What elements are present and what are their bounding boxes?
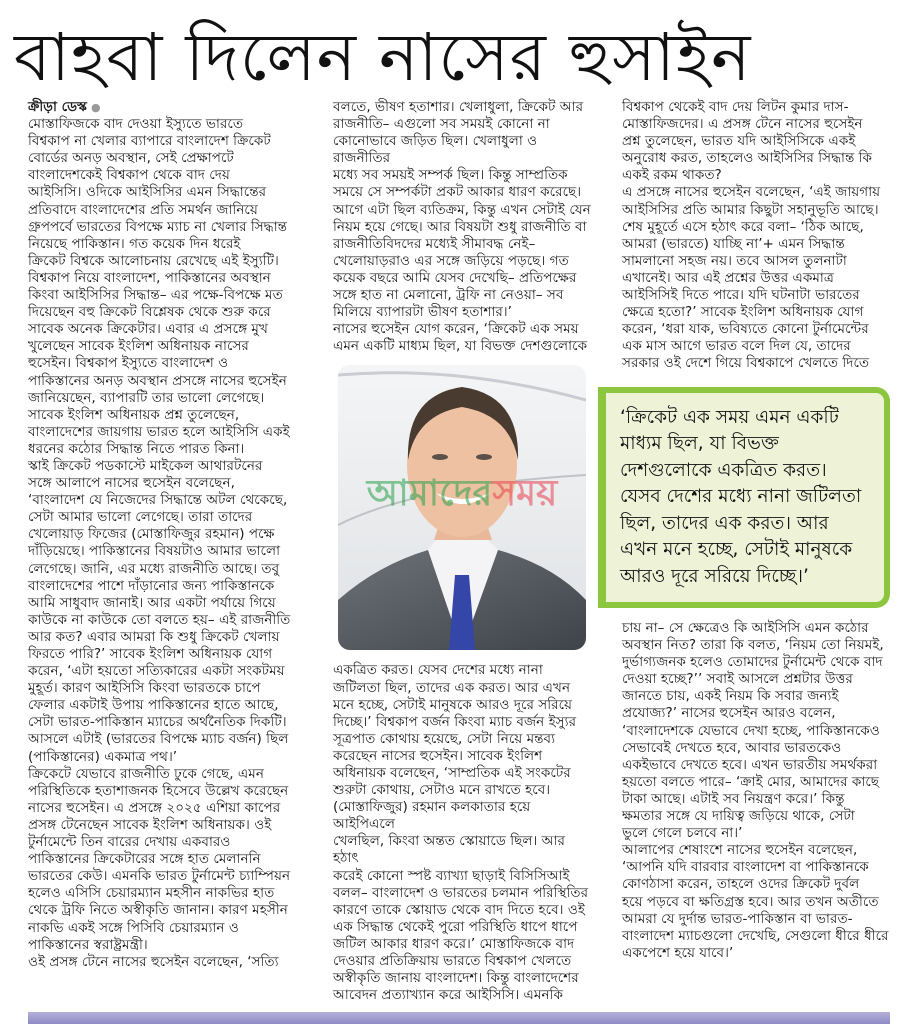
text-line: ক্রিকেট বিশ্বকে আলোচনায় রেখেছে এই ইস্যুটি। <box>28 252 279 269</box>
text-line: হয়ে পড়বে বা ক্ষতিগ্রস্ত হবে। আর তখন অতীতে <box>622 893 879 910</box>
text-line: কারণে তাকে স্কোয়াড থেকে বাদ দিতে হবে। ওই <box>333 901 585 918</box>
text-line: দিচ্ছে।’ বিশ্বকাপ বর্জন কিংবা ম্যাচ বর্জন ইস্যুর <box>333 713 577 730</box>
text-line: জটিল আকার ধারণ করে।’ মোস্তাফিজকে বাদ <box>333 935 575 952</box>
text-line: সূত্রপাত কোথায় হয়েছে, সেটা নিয়ে মন্তব্য <box>333 730 556 747</box>
byline-dot-icon: ● <box>90 101 101 114</box>
text-line: খুলেছেন সাবেক ইংলিশ অধিনায়ক নাসের <box>28 338 249 355</box>
watermark-logo <box>338 472 586 516</box>
text-line: অবস্থান নিত? তারা কি বলত, ‘নিয়ম তো নিয়মই, <box>622 637 884 654</box>
text-line: জটিলতা ছিল, তাদের এক করত। আর এখন <box>333 679 571 696</box>
text-line: পরিস্থিতিকে হতাশাজনক হিসেবে উল্লেখ করেছেন <box>28 782 289 799</box>
text-line: সঙ্গে আলাপে নাসের হুসেইন বলেছেন, <box>28 475 235 492</box>
text-line: আবেদন প্রত্যাখ্যান করে আইসিসি। এমনকি <box>333 987 563 1004</box>
text-line: বলতে, ভীষণ হতাশার। খেলাধুলা, ক্রিকেট আর <box>333 99 584 115</box>
text-line: থেকে ট্রফি নিতে অস্বীকৃতি জানান। কারণ মহসীন <box>28 902 288 919</box>
text-line: বোর্ডের অনড় অবস্থান, সেই প্রেক্ষাপটে <box>28 150 234 167</box>
text-line: করেছেন নাসের হুসেইন। সাবেক ইংলিশ <box>333 747 543 764</box>
text-line: দেওয়া হচ্ছে?’’ সবাই আসলে প্রশ্নটার উত্তর <box>622 671 853 688</box>
text-line: জানতে চায়, একই নিয়ম কি সবার জন্যই <box>622 688 839 705</box>
text-line: ধরনের কঠোর সিদ্ধান্ত নিতে পারত কিনা। <box>28 440 245 457</box>
watermark-part2: সময় <box>492 473 558 515</box>
watermark-part1: আমাদের <box>366 473 493 515</box>
text-line: আগে এটা ছিল ব্যতিক্রম, কিন্তু এখন সেটাই যেন <box>333 201 591 218</box>
text-line: একপেশে হয়ে যাবে।’ <box>622 944 734 961</box>
text-line: প্রতিবাদে বাংলাদেশের প্রতি সমর্থন জানিয়ে <box>28 201 258 218</box>
text-line: বাংলাদেশকেই বিশ্বকাপ থেকে বাদ দেয় <box>28 167 230 184</box>
text-line: পাকিস্তানের ক্রিকেটারের সঙ্গে হাত মেলাননি <box>28 851 261 868</box>
text-line: চায় না– সে ক্ষেত্রেও কি আইসিসি এমন কঠোর <box>622 620 869 636</box>
text-line: জানিয়েছেন, ব্যাপারটি তার ভালো লেগেছে। <box>28 389 265 406</box>
text-line: দাঁড়িয়েছে। পাকিস্তানের বিষয়টাও আমার ভালো <box>28 543 281 560</box>
text-line: ‘বাংলাদেশ যে নিজেদের সিদ্ধান্তে অটল থেকেছে, <box>28 492 288 509</box>
text-line: নিয়েছে পাকিস্তান। গত কয়েক দিন ধরেই <box>28 235 241 252</box>
article-column-2-top <box>333 99 591 355</box>
text-line: আর কত? এবার আমরা কি শুধু ক্রিকেট খেলায় <box>28 628 280 645</box>
text-line: শেষ মুহূর্তে এসে হঠাৎ করে বলা– ‘ঠিক আছে, <box>622 218 864 235</box>
article-column-3-bottom <box>598 620 890 962</box>
text-line: ক্রিকেটে যেভাবে রাজনীতি ঢুকে গেছে, এমন <box>28 765 264 782</box>
text-line: টাকা আছে। এটাই সব নিয়ন্ত্রণ করে।’ কিন্তু <box>622 790 845 807</box>
text-line: ‘বাংলাদেশকে যেভাবে দেখা হচ্ছে, পাকিস্তানকেও <box>622 722 880 739</box>
text-line: এখন মনে হচ্ছে, সেটাই মানুষকে <box>620 539 853 560</box>
text-line: সময়ে সে সম্পর্কটা প্রকট আকার ধারণ করেছে। <box>333 184 582 201</box>
text-line: ভুলে গেলে চলবে না।’ <box>622 825 743 842</box>
text-line: হলেও এসিসি চেয়ারম্যান মহসীন নাকভির হাত <box>28 885 275 902</box>
article-column-3-top <box>598 99 890 373</box>
text-line: বাংলাদেশের পাশে দাঁড়ানোর জন্য পাকিস্তানকে <box>28 577 275 594</box>
text-line: বাংলাদেশের জায়গায় ভারত হলে আইসিসি একই <box>28 423 290 440</box>
text-line: হুসেইন। বিশ্বকাপ ইস্যুতে বাংলাদেশ ও <box>28 355 229 372</box>
page-bottom-rule <box>28 1012 890 1024</box>
text-line: সাবেক অনেক ক্রিকেটার। এবার এ প্রসঙ্গে মুখ <box>28 321 268 338</box>
text-line: প্রসঙ্গ টেনেছেন সাবেক ইংলিশ অধিনায়ক। ওই <box>28 816 272 833</box>
text-line: নাসের হুসেইন যোগ করেন, ‘ক্রিকেট এক সময় <box>333 321 579 338</box>
text-line: আইসিসিই দিতে পারে। যদি ঘটনাটা ভারতের <box>622 287 860 304</box>
pull-quote <box>620 405 876 591</box>
text-line: মোস্তাফিজদের। এ প্রসঙ্গ টেনে নাসের হুসেইন <box>622 116 863 133</box>
text-line: হয়তো বলতে পারে– ‘ক্রাই মোর, আমাদের কাছে <box>622 773 880 790</box>
text-line: ফেলার একটাই উপায় পাকিস্তানের হাতে আছে, <box>28 697 279 714</box>
text-line: অস্বীকৃতি জানায় বাংলাদেশ। কিন্তু বাংলাদেশের <box>333 970 579 987</box>
text-line: টুর্নামেন্টে তিন বারের দেখায় একবারও <box>28 834 231 851</box>
text-line: বাংলাদেশ ম্যাচগুলো দেখেছি, সেগুলো ধীরে ধীরে <box>622 927 889 944</box>
text-line: সেভাবেই দেখতে হবে, আবার ভারতকেও <box>622 739 842 756</box>
text-line: সেটা ভারত-পাকিস্তান ম্যাচের অর্থনৈতিক দিকটি। <box>28 714 287 731</box>
text-line: এখানেই। আর এই প্রশ্নের উত্তর একমাত্র <box>622 269 834 286</box>
text-line: করেন, ‘ধরা যাক, ভবিষ্যতে কোনো টুর্নামেন্টের <box>622 321 869 338</box>
text-line: অধিনায়ক বলেছেন, ‘সাম্প্রতিক এই সংকটের <box>333 764 571 781</box>
text-line: করেন, ‘এটা হয়তো সত্যিকারের একটা সংকটময় <box>28 663 285 680</box>
text-line: (মোস্তাফিজুর) রহমান কলকাতার হয়ে আইপিএলে <box>333 799 531 833</box>
text-line: বিশ্বকাপ থেকেই বাদ দেয় লিটন কুমার দাস- <box>622 99 849 115</box>
text-line: একই রকম থাকত? <box>622 167 722 184</box>
text-line: রাজনীতিবিদদের মধ্যেই সীমাবদ্ধ নেই– <box>333 235 536 252</box>
text-line: পাকিস্তানের অনড় অবস্থান প্রসঙ্গে নাসের হুসেইন <box>28 372 287 389</box>
byline <box>28 99 326 116</box>
text-line: বিশ্বকাপ নিয়ে বাংলাদেশ, পাকিস্তানের অবস্থান <box>28 269 271 286</box>
text-line: দেওয়ার প্রতিক্রিয়ায় ভারতে বিশ্বকাপ খেলতে <box>333 953 572 969</box>
text-line: পাকিস্তানের স্বরাষ্ট্রমন্ত্রী। <box>28 936 148 953</box>
text-line: মিলিয়ে ব্যাপারটা ভীষণ হতাশার।’ <box>333 304 512 321</box>
text-line: আরও দূরে সরিয়ে দিচ্ছে।’ <box>620 565 809 587</box>
article-column-3 <box>598 99 890 962</box>
text-line: আমি সাধুবাদ জানাই। আর একটা পর্যায়ে গিয়ে <box>28 594 276 611</box>
text-line: এক সিদ্ধান্ত থেকেই পুরো পরিস্থিতি ধাপে ধাপে <box>333 918 578 935</box>
text-line: শুরুটা কোথায়, সেটাও মনে রাখতে হবে। <box>333 782 551 799</box>
text-line: এমন একটি মাধ্যম ছিল, যা বিভক্ত দেশগুলোকে <box>333 338 588 355</box>
text-line: নিয়ম হয়ে গেছে। আর বিষয়টা শুধু রাজনীতি বা <box>333 218 587 235</box>
article-column-2 <box>333 99 591 1004</box>
text-line: ফিরতে পারি?’ সাবেক ইংলিশ অধিনায়ক যোগ <box>28 646 273 662</box>
text-line: মাধ্যম ছিল, যা বিভক্ত <box>620 433 779 454</box>
text-line: ছিল, তাদের এক করত। আর <box>620 512 829 534</box>
nasser-hussain-photo <box>338 365 586 650</box>
text-line: বিশ্বকাপ না খেলার ব্যাপারে বাংলাদেশ ক্রিকেট <box>28 133 271 150</box>
text-line: প্রশ্ন তুলেছেন, ভারত যদি আইসিসিকে একই <box>622 133 856 150</box>
text-line: কোনোভাবে জড়িত ছিল। খেলাধুলা ও রাজনীতির <box>333 133 538 167</box>
text-line: মোস্তাফিজকে বাদ দেওয়া ইস্যুতে ভারতে <box>28 116 244 133</box>
article-column-2-bottom <box>333 662 591 1004</box>
text-line: একত্রিত করত। যেসব দেশের মধ্যে নানা <box>333 662 543 679</box>
text-line: নাসের হুসেইন। এ প্রসঙ্গে ২০২৫ এশিয়া কাপের <box>28 799 281 816</box>
text-line: সামলানো সহজ নয়। তবে আসল তুলনাটা <box>622 252 847 269</box>
text-line: সেটা আমার ভালো লেগেছে। তারা তাদের <box>28 509 253 526</box>
text-line: এক মাস আগে ভারত বলে দিল যে, তাদের <box>622 338 851 355</box>
text-line: গ্রুপপর্বে ভারতের বিপক্ষে ম্যাচ না খেলার সিদ্ধান্ত <box>28 218 288 235</box>
byline-text: ক্রীড়া ডেস্ক <box>28 99 87 115</box>
text-line: সরকার ওই দেশে গিয়ে বিশ্বকাপে খেলতে দিতে <box>622 355 870 372</box>
text-line: অনুরোধ করত, তাহলেও আইসিসির সিদ্ধান্ত কি <box>622 150 873 167</box>
text-line: দেশগুলোকে একত্রিত করত। <box>620 459 827 481</box>
text-line: কোণঠাসা করেন, তাহলে ওদের ক্রিকেট দুর্বল <box>622 876 860 893</box>
text-line: ‘ক্রিকেট এক সময় এমন একটি <box>620 406 839 428</box>
text-line: মুহূর্ত। কারণ আইসিসি কিংবা ভারতকে চাপে <box>28 680 261 697</box>
text-line: আইসিসির প্রতি আমার কিছুটা সহানুভূতি আছে। <box>622 201 879 218</box>
text-line: করেই কোনো স্পষ্ট ব্যাখ্যা ছাড়াই বিসিসিআই <box>333 867 570 884</box>
text-line: ওই প্রসঙ্গ টেনে নাসের হুসেইন বলেছেন, ‘সত্যি <box>28 953 279 970</box>
text-line: ‘আপনি যদি বারবার বাংলাদেশ বা পাকিস্তানকে <box>622 859 869 876</box>
text-line: কিংবা আইসিসির সিদ্ধান্ত– এর পক্ষে-বিপক্ষে মত <box>28 287 283 304</box>
text-line: খেলোয়াড় ফিজের (মোস্তাফিজুর রহমান) পক্ষে <box>28 526 275 543</box>
text-line: প্রযোজ্য?’ নাসের হুসেইন আরও বলেন, <box>622 705 836 722</box>
text-line: বলল– বাংলাদেশ ও ভারতের চলমান পরিস্থিতির <box>333 884 589 901</box>
text-line: দিয়েছেন বহু ক্রিকেট বিশ্লেষক থেকে শুরু করে <box>28 304 271 321</box>
text-line: ভারতের কেউ। এমনকি ভারত টুর্নামেন্ট চ্যাম্পিয়ন <box>28 868 291 885</box>
text-line: ক্ষেত্রে হতো?’ সাবেক ইংলিশ অধিনায়ক যোগ <box>622 304 864 321</box>
text-line: আইসিসি। ওদিকে আইসিসির এমন সিদ্ধান্তের <box>28 184 267 201</box>
text-line: নাকভি একই সঙ্গে পিসিবি চেয়ারম্যান ও <box>28 919 239 936</box>
text-line: খেলোয়াড়রাও এর সঙ্গে জড়িয়ে পড়ছে। গত <box>333 252 569 269</box>
text-line: (পাকিস্তানের) একমাত্র পথ।’ <box>28 748 178 765</box>
text-line: এ প্রসঙ্গে নাসের হুসেইন বলেছেন, ‘এই জায়গায় <box>622 184 881 201</box>
text-line: আমরা যে দুর্দান্ত ভারত-পাকিস্তান বা ভারত- <box>622 910 853 927</box>
article-column-1 <box>28 99 326 971</box>
text-line: মধ্যে সব সময়ই সম্পর্ক ছিল। কিন্তু সাম্প্রতিক <box>333 167 568 184</box>
text-line: স্কাই ক্রিকেট পডকাস্টে মাইকেল আথারটনের <box>28 457 263 474</box>
text-line: আসলে এটাই (ভারতের বিপক্ষে ম্যাচ বর্জন) ছিল <box>28 731 289 748</box>
text-line: কয়েক বছরে আমি যেসব দেখেছি– প্রতিপক্ষের <box>333 269 577 286</box>
text-line: রাজনীতি– এগুলো সব সময়ই কোনো না <box>333 116 550 133</box>
text-line: আলাপের শেষাংশে নাসের হুসেইন বলেছেন, <box>622 842 858 859</box>
text-line: খেলছিল, কিংবা অন্তত স্কোয়াডে ছিল। আর হঠাৎ <box>333 833 565 867</box>
pull-quote-box <box>598 387 890 609</box>
text-line: কাউকে না কাউকে তো বলতে হয়– এই রাজনীতি <box>28 611 291 628</box>
text-line: সাবেক ইংলিশ অধিনায়ক প্রশ্ন তুলেছেন, <box>28 406 240 423</box>
text-line: একইভাবে দেখতে হবে। এখন ভারতীয় সমর্থকরা <box>622 756 878 773</box>
text-line: আমরা (ভারতে) যাচ্ছি না’+ এমন সিদ্ধান্ত <box>622 235 845 252</box>
text-line: দুর্ভাগ্যজনক হলেও তোমাদের টুর্নামেন্ট থেকে বাদ <box>622 654 883 671</box>
text-line: ক্ষমতার সঙ্গে যে দায়িত্ব জড়িয়ে থাকে, সেটা <box>622 808 855 825</box>
headline: বাহবা দিলেন নাসের হুসাইন <box>14 19 752 96</box>
text-line: লেগেছে। জানি, এর মধ্যে রাজনীতি আছে। তবু <box>28 560 280 577</box>
text-line: সঙ্গে হাত না মেলানো, ট্রফি না নেওয়া– সব <box>333 287 564 304</box>
text-line: যেসব দেশের মধ্যে নানা জটিলতা <box>620 486 862 507</box>
text-line: মনে হচ্ছে, সেটাই মানুষকে আরও দূরে সরিয়ে <box>333 696 573 713</box>
